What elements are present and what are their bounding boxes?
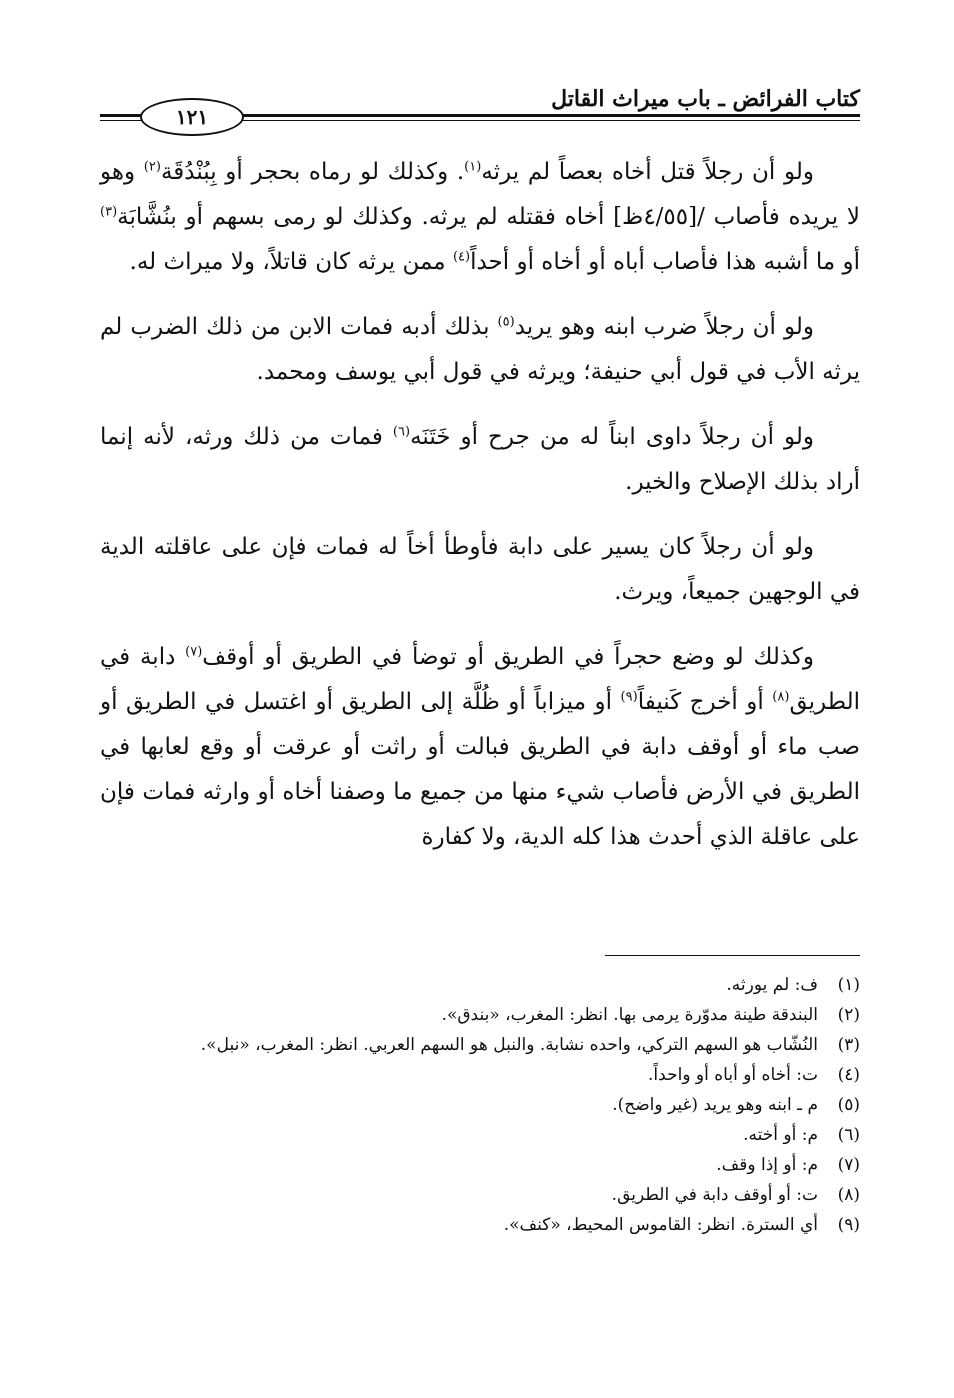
footnote-number: (٣): [837, 1035, 860, 1055]
paragraph: [100, 635, 860, 860]
text-segment: وكذلك لو وضع حجراً في الطريق أو توضأ في الطريق أو أوقف: [202, 644, 814, 670]
footnote-marker: (٤): [452, 249, 471, 265]
footnotes-list: [100, 970, 860, 1240]
footnote-number: (١): [837, 975, 860, 995]
text-segment: ولو أن رجلاً داوى ابناً له من جرح أو خَتَنَه: [410, 424, 814, 450]
footnote-item: [100, 1210, 860, 1240]
paragraph: [100, 415, 860, 505]
text-segment: ولو أن رجلاً ضرب ابنه وهو يريد: [514, 314, 814, 340]
footnote-text: ف: لم يورثه.: [726, 975, 818, 995]
page-number: ١٢١: [140, 98, 244, 136]
footnote-text: ت: أخاه أو أباه أو واحداً.: [648, 1065, 818, 1085]
footnote-number: (٦): [837, 1125, 860, 1145]
footnote-item: [100, 1030, 860, 1060]
footnote-marker: (٧): [185, 644, 203, 660]
text-segment: دابة في الطريق: [100, 644, 860, 715]
footnote-separator: [605, 955, 860, 956]
text-segment: . وكذلك لو رماه بحجر أو بِبُنْدُقَة: [160, 159, 465, 185]
footnote-item: [100, 970, 860, 1000]
text-segment: أو ميزاباً أو ظُلَّة إلى الطريق أو اغتسل في الطريق أو صب ماء أو أوقف دابة في الطريق فبالت أو راثت أو عرقت أو وقع لعابها في الطريق في الأرض فأصاب شيء منها من جميع ما وصفنا أخاه أو وارثه فمات فإن على عاقلة الذي أحدث هذا كله الدية، ولا كفارة: [100, 689, 860, 850]
footnote-item: [100, 1000, 860, 1030]
paragraph: [100, 305, 860, 395]
text-segment: ولو أن رجلاً قتل أخاه بعصاً لم يرثه: [481, 159, 814, 185]
paragraph: [100, 525, 860, 615]
footnote-text: ت: أو أوقف دابة في الطريق.: [611, 1185, 818, 1205]
text-segment: أو ما أشبه هذا فأصاب أباه أو أخاه أو أحداً: [470, 249, 860, 275]
footnote-marker: (٢): [143, 159, 161, 175]
footnote-text: النُشّاب هو السهم التركي، واحده نشابة. والنبل هو السهم العربي. انظر: المغرب، «نبل».: [200, 1035, 818, 1055]
text-segment: بذلك أدبه فمات الابن من ذلك الضرب لم يرثه الأب في قول أبي حنيفة؛ ويرثه في قول أبي يوسف ومحمد.: [100, 314, 860, 385]
footnote-marker: (١): [464, 159, 482, 175]
text-segment: وهو لا يريده فأصاب /[٤/٥٥ظ] أخاه فقتله لم يرثه. وكذلك لو رمى بسهم أو بنُشَّابَة: [100, 159, 860, 230]
text-segment: فمات من ذلك ورثه، لأنه إنما أراد بذلك الإصلاح والخير.: [100, 424, 860, 495]
footnote-item: [100, 1060, 860, 1090]
header-title: كتاب الفرائض ـ باب ميراث القاتل: [551, 86, 860, 112]
paragraph: [100, 150, 860, 285]
footnote-marker: (٥): [497, 314, 515, 330]
text-segment: ممن يرثه كان قاتلاً، ولا ميراث له.: [129, 249, 453, 275]
footnote-text: م: أو إذا وقف.: [716, 1155, 818, 1175]
text-segment: أو أخرج كَنيفاً: [637, 689, 773, 715]
footnote-text: أي السترة. انظر: القاموس المحيط، «كنف».: [503, 1215, 818, 1235]
footnote-number: (٤): [837, 1065, 860, 1085]
footnote-marker: (٩): [620, 689, 638, 705]
footnote-marker: (٦): [392, 424, 411, 440]
footnote-text: م ـ ابنه وهو يريد (غير واضح).: [612, 1095, 818, 1115]
footnote-text: البندقة طينة مدوّرة يرمى بها. انظر: المغرب، «بندق».: [441, 1005, 818, 1025]
main-text: [100, 150, 860, 880]
text-segment: ولو أن رجلاً كان يسير على دابة فأوطأ أخاً له فمات فإن على عاقلته الدية في الوجهين جميعاً، ويرث.: [100, 534, 860, 605]
book-page: [100, 0, 860, 1398]
footnote-number: (٧): [837, 1155, 860, 1175]
footnote-marker: (٨): [772, 689, 790, 705]
footnote-item: [100, 1090, 860, 1120]
footnote-number: (٩): [837, 1215, 860, 1235]
footnote-number: (٨): [837, 1185, 860, 1205]
footnote-number: (٢): [837, 1005, 860, 1025]
footnote-item: [100, 1120, 860, 1150]
running-header: [100, 84, 860, 134]
footnote-text: م: أو أخته.: [743, 1125, 818, 1145]
footnote-item: [100, 1150, 860, 1180]
footnote-marker: (٣): [100, 204, 118, 220]
footnote-number: (٥): [837, 1095, 860, 1115]
footnote-item: [100, 1180, 860, 1210]
